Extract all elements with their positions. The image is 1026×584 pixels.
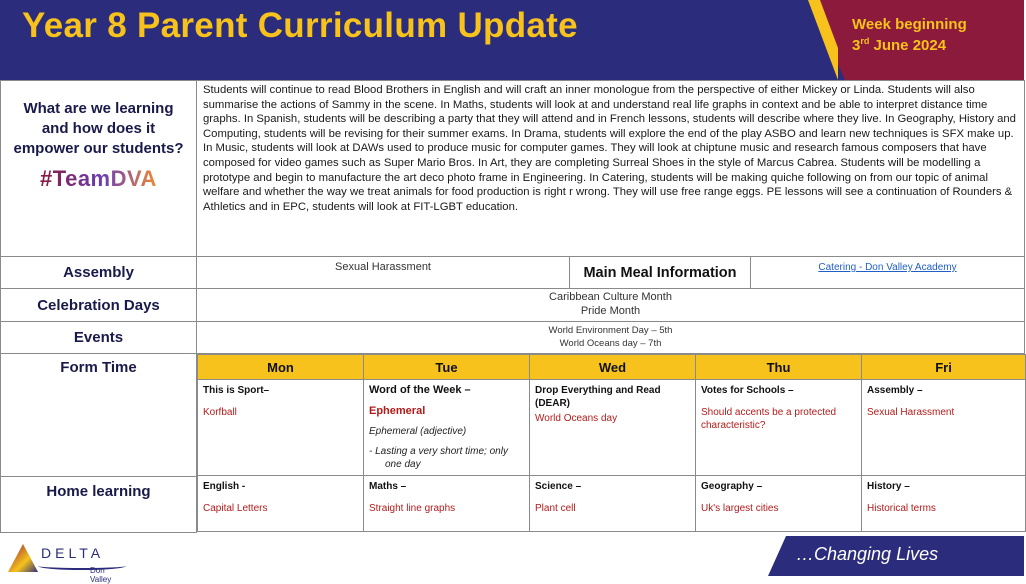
subject-title: Maths – [369, 481, 407, 492]
day-header-thu: Thu [696, 355, 862, 380]
task-detail: Uk's largest cities [701, 503, 779, 514]
assembly-value: Sexual Harassment [197, 257, 570, 289]
day-header-tue: Tue [364, 355, 530, 380]
page-title: Year 8 Parent Curriculum Update [22, 6, 578, 45]
form-time-thu [696, 380, 862, 476]
home-learning-tasks-row [198, 476, 1026, 532]
home-learning-label-cell [1, 476, 197, 532]
event-item: World Environment Day – 5th [548, 325, 673, 336]
activity-title: Assembly – [867, 385, 923, 396]
intro-question: What are we learning and how does it empower our students? [13, 100, 184, 157]
home-learning-label: Home learning [46, 482, 151, 500]
curriculum-table [0, 80, 1025, 533]
celebration-item: Pride Month [580, 305, 641, 317]
home-learning-thu [696, 476, 862, 532]
form-time-label: Form Time [60, 359, 137, 376]
activity-detail: Sexual Harassment [867, 407, 955, 418]
form-time-mon [198, 380, 364, 476]
logo-wordmark: DELTA [41, 545, 105, 561]
form-time-row [1, 354, 1025, 477]
celebration-label: Celebration Days [1, 289, 197, 322]
week-beginning-date: 3rd June 2024 [852, 36, 947, 54]
subject-title: History – [867, 481, 910, 492]
celebration-value [197, 289, 1025, 322]
event-item: World Oceans day – 7th [559, 337, 662, 349]
main-meal-label: Main Meal Information [570, 257, 751, 289]
task-detail: Straight line graphs [369, 503, 456, 514]
assembly-label: Assembly [1, 257, 197, 289]
intro-row [1, 81, 1025, 257]
day-header-row [198, 355, 1026, 380]
activity-detail: World Oceans day [535, 413, 618, 424]
week-beginning [852, 14, 967, 56]
catering-link-cell [751, 257, 1025, 289]
week-schedule-cell [197, 354, 1025, 533]
form-time-wed [530, 380, 696, 476]
task-detail: Historical terms [867, 503, 936, 514]
activity-title: Word of the Week – [369, 384, 471, 396]
delta-triangle-icon [8, 544, 38, 572]
team-dva-hashtag: #TeamDVA [40, 166, 157, 191]
delta-logo [8, 544, 128, 584]
home-learning-mon [198, 476, 364, 532]
celebration-row [1, 289, 1025, 322]
footer-tagline: …Changing Lives [796, 544, 939, 564]
form-time-tue [364, 380, 530, 476]
week-schedule [197, 354, 1026, 532]
form-time-label-cell [1, 354, 197, 477]
form-time-activities-row [198, 380, 1026, 476]
celebration-item: Caribbean Culture Month [549, 291, 672, 303]
activity-detail: Korfball [203, 407, 237, 418]
events-row [1, 322, 1025, 354]
logo-subtitle: Don Valley [90, 566, 112, 584]
day-header-fri: Fri [862, 355, 1026, 380]
activity-title: Drop Everything and Read (DEAR) [535, 385, 661, 409]
day-header-wed: Wed [530, 355, 696, 380]
catering-link[interactable]: Catering - Don Valley Academy [818, 262, 957, 273]
events-value [197, 322, 1025, 354]
subject-title: Geography – [701, 481, 763, 492]
intro-label-cell [1, 81, 197, 257]
home-learning-tue [364, 476, 530, 532]
subject-title: Science – [535, 481, 582, 492]
week-beginning-label: Week beginning [852, 16, 967, 33]
home-learning-fri [862, 476, 1026, 532]
events-label: Events [1, 322, 197, 354]
activity-title: This is Sport– [203, 385, 270, 396]
intro-paragraph: Students will continue to read Blood Brothers in English and will craft an inner monologue from the perspective of either Mickey or Linda. Students will also summarise the actions of Sammy in the scene. In Maths, students will look at and understand real life graphs in context and be able to interpret distance time graphs. In Spanish, students will be describing a party that they will attend and in French lessons, students will describe where they live. In Geography, History and Computing, students will be revising for their summer exams. In Drama, students will explore the end of the play ASBO and learn new techniques is SFX make up. In Music, students will look at DAWs used to produce music for computer games. They will look at chiptune music and research famous composers that have composed for video games such as Super Mario Bros. In Art, they are completing Surreal Shoes in the style of Marcus Cabrea. Students will be modelling a prototype and begin to manufacture the art deco photo frame in Engineering. In Catering, students will be making quiche following on from our topic of animal welfare and whether the way we treat animals for food production is right r wrong. They will use free range eggs. PE lessons will see a continuation of Rounders & Athletics and in EPC, students will look at FIT-LGBT education. [197, 81, 1025, 257]
task-detail: Capital Letters [203, 503, 268, 514]
form-time-fri [862, 380, 1026, 476]
word-meaning: - Lasting a very short time; only one day [369, 446, 508, 470]
subject-title: English - [203, 481, 246, 492]
task-detail: Plant cell [535, 503, 576, 514]
activity-detail: Should accents be a protected characteristic? [701, 407, 837, 431]
home-learning-wed [530, 476, 696, 532]
activity-title: Votes for Schools – [701, 385, 794, 396]
assembly-row [1, 257, 1025, 289]
word-definition: Ephemeral (adjective) [369, 426, 467, 437]
day-header-mon: Mon [198, 355, 364, 380]
word-of-the-week: Ephemeral [369, 405, 426, 417]
header-banner [0, 0, 1024, 80]
